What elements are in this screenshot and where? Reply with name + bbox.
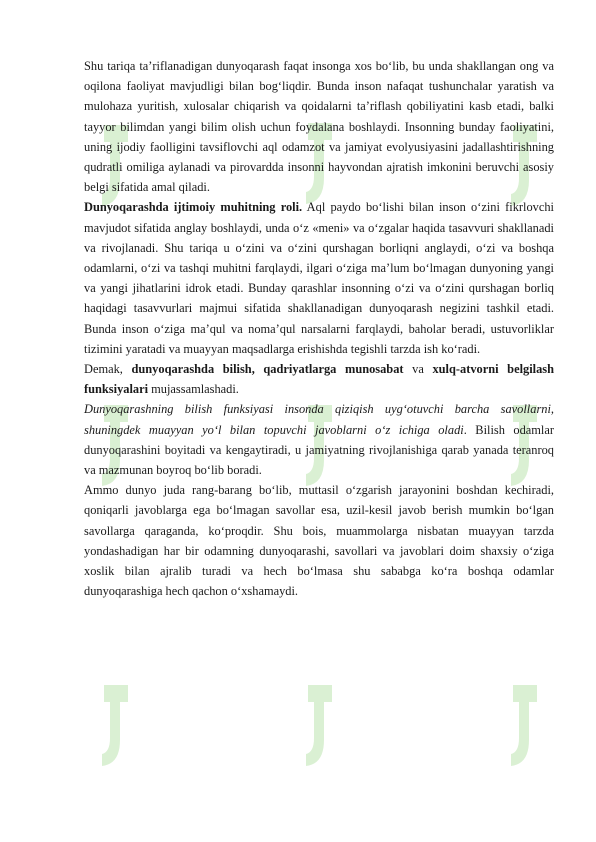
- text-run: Ammo dunyo juda rang-barang bo‘lib, muttasil o‘zgarish jarayonini boshdan kechiradi, qoniqarli javoblarga ega bo‘lmagan savollar esa, uzil-kesil javob berish mumkin bo‘lgan savollarga qaraganda, ko‘proqdir. Shu bois, muammolarga nisbatan muayyan tarzda yondashadigan har bir odamning dunyoqarashi, savollari va javoblari doim shaxsiy o‘ziga xoslik bilan ajralib turadi va hech bo‘lmasa shu sababga ko‘ra boshqa odamlar dunyoqarashiga hech qachon o‘xshamaydi.: [84, 483, 554, 599]
- text-run: Shu tariqa ta’riflanadigan dunyoqarash faqat insonga xos bo‘lib, bu unda shakllangan ong va oqilona faoliyat mavjudligi bilan bog‘liqdir. Bunda inson nafaqat tushunchalar yaratish va mulohaza yuritish, xulosalar chiqarish va qoidalarni ta’riflash qobiliyatini kasb etadi, balki tayyor bilimdan yangi bilim olish uchun foydalana boshlaydi. Insonning bunday faoliyatini, uning ijodiy faolligini tavsiflovchi aql odamzot va jamiyat evolyusiyasini jadallashtirishning qudratli omiliga aylanadi va pirovardda insonni hayvondan ajratish imkonini beruvchi asosiy belgi sifatida amal qiladi.: [84, 59, 554, 195]
- italic-definition: Dunyoqarashning bilish funksiyasi insonda qiziqish uyg‘otuvchi barcha savollarni, shuningdek muayyan yo‘l bilan topuvchi javoblarni o‘z ichiga oladi: [84, 402, 554, 437]
- paragraph-1: [84, 56, 554, 197]
- text-run: Aql paydo bo‘lishi bilan inson o‘zini fikrlovchi mavjudot sifatida anglay boshlaydi, unda o‘z «meni» va o‘zgalar haqida tasavvuri shakllanadi va rivojlanadi. Shu tariqa u o‘zini va o‘zini qurshagan borliqni anglaydi, o‘zi va boshqa odamlarni, o‘zi va tashqi muhitni farqlaydi, ilgari o‘ziga ma’lum bo‘lmagan dunyoning yangi va yangi jihatlarini idrok etadi. Bunday qarashlar insonning o‘zi va o‘zini qurshagan borliq haqidagi tasavvurlari majmui sifatida shakllanadigan dunyoqarash negizini tashkil etadi. Bunda inson o‘ziga ma’qul va noma’qul narsalarni farqlaydi, baholar beradi, ustuvorliklar tizimini yaratadi va muayyan maqsadlarga erishishda tegishli tarzda ish ko‘radi.: [84, 200, 554, 356]
- paragraph-3: [84, 359, 554, 399]
- text-run: Demak,: [84, 362, 132, 377]
- paragraph-5: [84, 480, 554, 601]
- watermark-mark: [300, 680, 340, 770]
- bold-term: dunyoqarashda bilish, qadriyatlarga munosabat: [131, 362, 404, 377]
- paragraph-2: [84, 197, 554, 359]
- section-heading: Dunyoqarashda ijtimoiy muhitning roli.: [84, 200, 303, 215]
- watermark-mark: [96, 680, 136, 770]
- text-run: mujassamlashadi.: [148, 382, 239, 397]
- bold-term: xulq-atvorni belgilash funksiyalari: [84, 362, 554, 397]
- text-run: va: [403, 362, 433, 377]
- paragraph-4: [84, 399, 554, 480]
- document-body: [84, 56, 554, 601]
- text-run: . Bilish odamlar dunyoqarashini boyitadi va kengaytiradi, u jamiyatning rivojlanishiga qarab yanada teranroq va mazmunan boyroq bo‘lib boradi.: [84, 422, 555, 478]
- watermark-mark: [505, 680, 545, 770]
